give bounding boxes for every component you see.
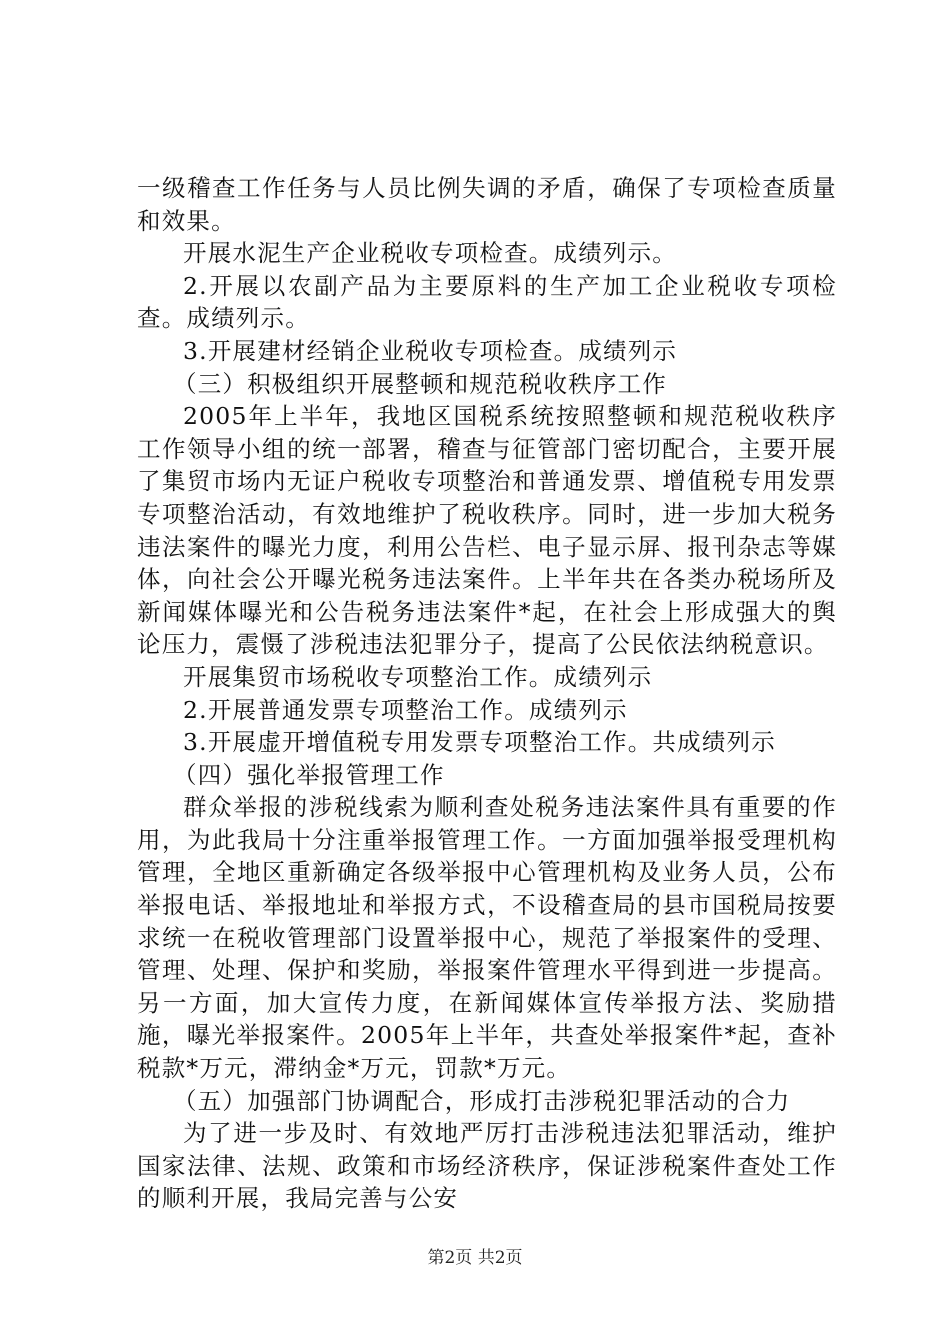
- list-item: 3.开展虚开增值税专用发票专项整治工作。共成绩列示: [183, 728, 776, 757]
- section-heading: （四）强化举报管理工作: [173, 760, 445, 789]
- list-item: 2.开展以农副产品为主要原料的生产加工企业税收专项检查。成绩列示。: [137, 271, 837, 333]
- page-number-footer: 第2页 共2页: [427, 1248, 523, 1268]
- paragraph: 2005年上半年，我地区国税系统按照整顿和规范税收秩序工作领导小组的统一部署，稽查与征管部门密切配合，主要开展了集贸市场内无证户税收专项整治和普通发票、增值税专用发票专项整治活动，有效地维护了税收秩序。同时，进一步加大税务违法案件的曝光力度，利用公告栏、电子显示屏、报刊杂志等媒体，向社会公开曝光税务违法案件。上半年共在各类办税场所及新闻媒体曝光和公告税务违法案件*起，在社会上形成强大的舆论压力，震慑了涉税违法犯罪分子，提高了公民依法纳税意识。: [137, 402, 837, 659]
- document-body: [137, 172, 837, 1215]
- list-item: 开展水泥生产企业税收专项检查。成绩列示。: [183, 239, 677, 268]
- list-item: 3.开展建材经销企业税收专项检查。成绩列示: [183, 336, 678, 365]
- paragraph-continued: 一级稽查工作任务与人员比例失调的矛盾，确保了专项检查质量和效果。: [137, 174, 837, 235]
- section-heading: （五）加强部门协调配合，形成打击涉税犯罪活动的合力: [173, 1086, 791, 1115]
- paragraph: 为了进一步及时、有效地严厉打击涉税违法犯罪活动，维护国家法律、法规、政策和市场经济秩序，保证涉税案件查处工作的顺利开展，我局完善与公安: [137, 1119, 837, 1213]
- list-item: 开展集贸市场税收专项整治工作。成绩列示: [183, 662, 653, 691]
- paragraph: 群众举报的涉税线索为顺利查处税务违法案件具有重要的作用，为此我局十分注重举报管理工作。一方面加强举报受理机构管理，全地区重新确定各级举报中心管理机构及业务人员，公布举报电话、举报地址和举报方式，不设稽查局的县市国税局按要求统一在税收管理部门设置举报中心，规范了举报案件的受理、管理、处理、保护和奖励，举报案件管理水平得到进一步提高。另一方面，加大宣传力度，在新闻媒体宣传举报方法、奖励措施，曝光举报案件。2005年上半年，共查处举报案件*起，查补税款*万元，滞纳金*万元，罚款*万元。: [137, 793, 837, 1083]
- list-item: 2.开展普通发票专项整治工作。成绩列示: [183, 695, 628, 724]
- section-heading: （三）积极组织开展整顿和规范税收秩序工作: [173, 369, 667, 398]
